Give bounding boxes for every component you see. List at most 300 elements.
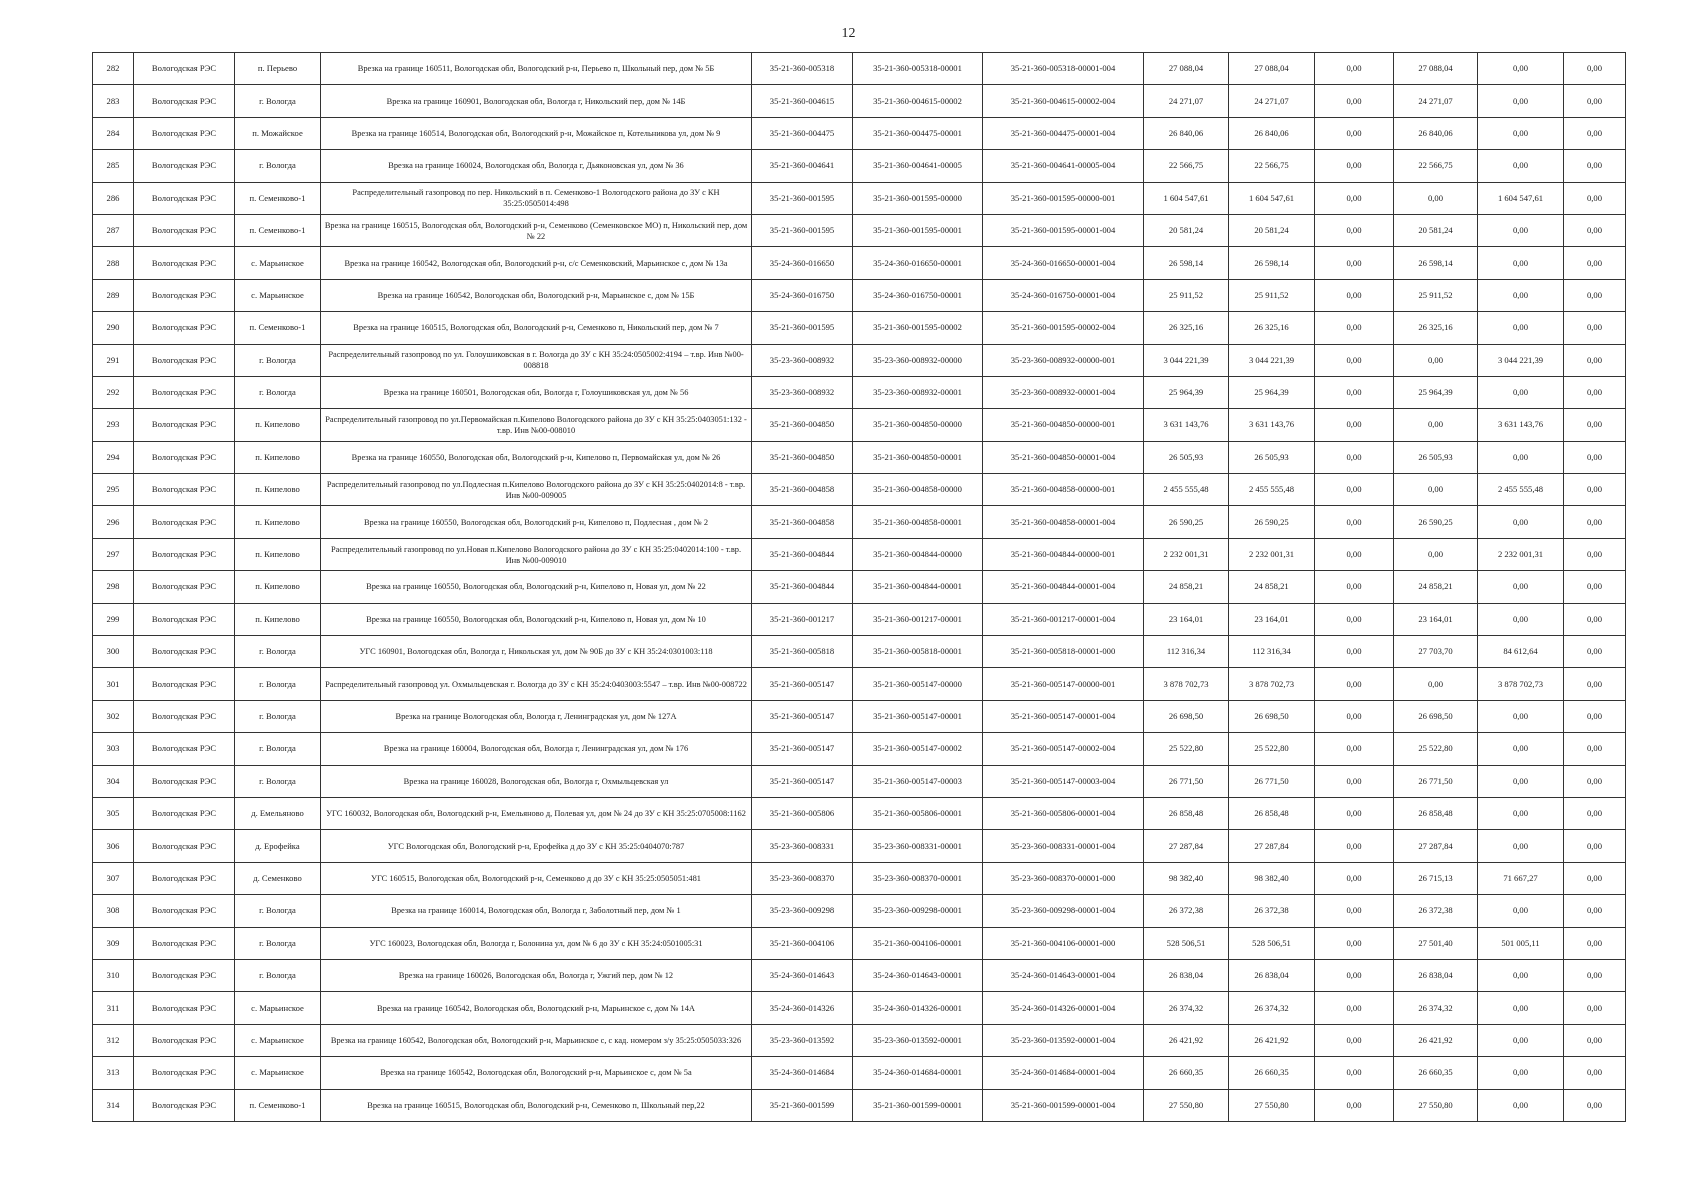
branch-cell: Вологодская РЭС [134,733,235,765]
sub-object-code-cell: 35-21-360-001599-00001 [853,1089,983,1121]
address-cell: Врезка на границе 160550, Вологодская обл, Вологодский р-н, Кипелово п, Подлесная , дом № 2 [321,506,752,538]
locality-cell: г. Вологда [235,765,321,797]
locality-cell: г. Вологда [235,733,321,765]
value-cell-d: 0,00 [1564,53,1626,85]
cost-cell: 25 911,52 [1229,279,1315,311]
value-cell-b: 25 911,52 [1394,279,1478,311]
row-number: 298 [93,571,134,603]
address-cell: Распределительный газопровод по ул. Голоушиковская в г. Вологда до ЗУ с КН 35:24:0505002:4194 – т.вр. Инв №00-008818 [321,344,752,376]
branch-cell: Вологодская РЭС [134,959,235,991]
branch-cell: Вологодская РЭС [134,862,235,894]
value-cell-b: 26 715,13 [1394,862,1478,894]
value-cell-d: 0,00 [1564,214,1626,246]
value-cell-c: 0,00 [1478,441,1564,473]
value-cell-a: 0,00 [1315,733,1394,765]
value-cell-d: 0,00 [1564,1024,1626,1056]
address-cell: Врезка на границе 160514, Вологодская обл, Вологодский р-н, Можайское п, Котельникова ул, дом № 9 [321,117,752,149]
value-cell-d: 0,00 [1564,538,1626,570]
table-row [93,1089,1626,1121]
item-code-cell: 35-21-360-004858-00001-004 [983,506,1144,538]
cost-cell: 24 271,07 [1229,85,1315,117]
address-cell: Распределительный газопровод по ул.Новая п.Кипелово Вологодского района до ЗУ с КН 35:25:0402014:100 - т.вр. Инв №00-009010 [321,538,752,570]
table-row [93,117,1626,149]
table-row [93,862,1626,894]
total-cost-cell: 26 771,50 [1144,765,1229,797]
value-cell-d: 0,00 [1564,474,1626,506]
locality-cell: п. Кипелово [235,409,321,441]
total-cost-cell: 3 631 143,76 [1144,409,1229,441]
value-cell-a: 0,00 [1315,927,1394,959]
item-code-cell: 35-21-360-004850-00000-001 [983,409,1144,441]
total-cost-cell: 112 316,34 [1144,636,1229,668]
total-cost-cell: 26 698,50 [1144,700,1229,732]
total-cost-cell: 26 840,06 [1144,117,1229,149]
locality-cell: г. Вологда [235,376,321,408]
address-cell: Врезка на границе 160542, Вологодская обл, Вологодский р-н, Марьинское с, дом № 5а [321,1057,752,1089]
value-cell-c: 0,00 [1478,895,1564,927]
cost-cell: 25 522,80 [1229,733,1315,765]
value-cell-a: 0,00 [1315,1057,1394,1089]
value-cell-a: 0,00 [1315,700,1394,732]
value-cell-c: 0,00 [1478,150,1564,182]
cost-cell: 22 566,75 [1229,150,1315,182]
object-code-cell: 35-21-360-001595 [752,312,853,344]
value-cell-a: 0,00 [1315,312,1394,344]
row-number: 308 [93,895,134,927]
row-number: 288 [93,247,134,279]
cost-cell: 26 325,16 [1229,312,1315,344]
branch-cell: Вологодская РЭС [134,895,235,927]
value-cell-d: 0,00 [1564,312,1626,344]
row-number: 299 [93,603,134,635]
cost-cell: 23 164,01 [1229,603,1315,635]
object-code-cell: 35-21-360-005806 [752,797,853,829]
total-cost-cell: 26 598,14 [1144,247,1229,279]
value-cell-d: 0,00 [1564,1057,1626,1089]
value-cell-c: 0,00 [1478,797,1564,829]
row-number: 284 [93,117,134,149]
item-code-cell: 35-23-360-008932-00000-001 [983,344,1144,376]
branch-cell: Вологодская РЭС [134,700,235,732]
row-number: 290 [93,312,134,344]
value-cell-d: 0,00 [1564,344,1626,376]
value-cell-a: 0,00 [1315,1024,1394,1056]
table-row [93,214,1626,246]
total-cost-cell: 20 581,24 [1144,214,1229,246]
value-cell-a: 0,00 [1315,895,1394,927]
value-cell-c: 0,00 [1478,214,1564,246]
object-code-cell: 35-23-360-013592 [752,1024,853,1056]
object-code-cell: 35-21-360-001217 [752,603,853,635]
total-cost-cell: 26 590,25 [1144,506,1229,538]
row-number: 301 [93,668,134,700]
item-code-cell: 35-21-360-005318-00001-004 [983,53,1144,85]
value-cell-b: 20 581,24 [1394,214,1478,246]
table-row [93,797,1626,829]
cost-cell: 112 316,34 [1229,636,1315,668]
total-cost-cell: 2 455 555,48 [1144,474,1229,506]
locality-cell: п. Кипелово [235,474,321,506]
sub-object-code-cell: 35-21-360-004850-00000 [853,409,983,441]
branch-cell: Вологодская РЭС [134,603,235,635]
cost-cell: 26 372,38 [1229,895,1315,927]
value-cell-a: 0,00 [1315,344,1394,376]
value-cell-a: 0,00 [1315,797,1394,829]
item-code-cell: 35-21-360-004106-00001-000 [983,927,1144,959]
address-cell: Врезка на границе 160515, Вологодская обл, Вологодский р-н, Семенково п, Школьный пер,22 [321,1089,752,1121]
sub-object-code-cell: 35-21-360-001595-00002 [853,312,983,344]
item-code-cell: 35-23-360-009298-00001-004 [983,895,1144,927]
value-cell-c: 0,00 [1478,959,1564,991]
total-cost-cell: 27 088,04 [1144,53,1229,85]
cost-cell: 3 878 702,73 [1229,668,1315,700]
row-number: 285 [93,150,134,182]
total-cost-cell: 528 506,51 [1144,927,1229,959]
branch-cell: Вологодская РЭС [134,344,235,376]
item-code-cell: 35-24-360-014684-00001-004 [983,1057,1144,1089]
value-cell-c: 0,00 [1478,247,1564,279]
locality-cell: д. Ерофейка [235,830,321,862]
value-cell-d: 0,00 [1564,862,1626,894]
value-cell-d: 0,00 [1564,117,1626,149]
table-row [93,733,1626,765]
value-cell-d: 0,00 [1564,506,1626,538]
object-code-cell: 35-21-360-005818 [752,636,853,668]
value-cell-b: 26 838,04 [1394,959,1478,991]
total-cost-cell: 25 964,39 [1144,376,1229,408]
value-cell-a: 0,00 [1315,603,1394,635]
table-row [93,571,1626,603]
item-code-cell: 35-21-360-005147-00003-004 [983,765,1144,797]
cost-cell: 25 964,39 [1229,376,1315,408]
table-row [93,603,1626,635]
locality-cell: г. Вологда [235,344,321,376]
value-cell-c: 0,00 [1478,376,1564,408]
cost-cell: 27 088,04 [1229,53,1315,85]
branch-cell: Вологодская РЭС [134,150,235,182]
cost-cell: 3 044 221,39 [1229,344,1315,376]
branch-cell: Вологодская РЭС [134,538,235,570]
table-row [93,409,1626,441]
cost-cell: 3 631 143,76 [1229,409,1315,441]
branch-cell: Вологодская РЭС [134,1024,235,1056]
value-cell-b: 27 550,80 [1394,1089,1478,1121]
object-code-cell: 35-23-360-008331 [752,830,853,862]
object-code-cell: 35-21-360-005147 [752,700,853,732]
item-code-cell: 35-21-360-001595-00001-004 [983,214,1144,246]
value-cell-a: 0,00 [1315,959,1394,991]
locality-cell: г. Вологда [235,927,321,959]
object-code-cell: 35-21-360-004844 [752,538,853,570]
address-cell: Распределительный газопровод по пер. Никольский в п. Семенково-1 Вологодского района до ЗУ с КН 35:25:0505014:498 [321,182,752,214]
value-cell-d: 0,00 [1564,959,1626,991]
table-row [93,312,1626,344]
address-cell: Врезка на границе 160901, Вологодская обл, Вологда г, Никольский пер, дом № 14Б [321,85,752,117]
value-cell-a: 0,00 [1315,1089,1394,1121]
value-cell-d: 0,00 [1564,150,1626,182]
item-code-cell: 35-21-360-004850-00001-004 [983,441,1144,473]
value-cell-b: 0,00 [1394,668,1478,700]
branch-cell: Вологодская РЭС [134,571,235,603]
address-cell: Врезка на границе 160550, Вологодская обл, Вологодский р-н, Кипелово п, Новая ул, дом № 22 [321,571,752,603]
total-cost-cell: 26 374,32 [1144,992,1229,1024]
total-cost-cell: 26 325,16 [1144,312,1229,344]
item-code-cell: 35-23-360-008932-00001-004 [983,376,1144,408]
cost-cell: 26 838,04 [1229,959,1315,991]
total-cost-cell: 26 505,93 [1144,441,1229,473]
table-row [93,1057,1626,1089]
sub-object-code-cell: 35-21-360-005147-00000 [853,668,983,700]
row-number: 302 [93,700,134,732]
object-code-cell: 35-23-360-008370 [752,862,853,894]
total-cost-cell: 3 878 702,73 [1144,668,1229,700]
row-number: 310 [93,959,134,991]
cost-cell: 26 771,50 [1229,765,1315,797]
locality-cell: п. Кипелово [235,538,321,570]
value-cell-c: 0,00 [1478,506,1564,538]
value-cell-c: 2 455 555,48 [1478,474,1564,506]
sub-object-code-cell: 35-23-360-013592-00001 [853,1024,983,1056]
sub-object-code-cell: 35-21-360-004106-00001 [853,927,983,959]
item-code-cell: 35-21-360-004475-00001-004 [983,117,1144,149]
value-cell-b: 26 698,50 [1394,700,1478,732]
object-code-cell: 35-21-360-005147 [752,765,853,797]
cost-cell: 98 382,40 [1229,862,1315,894]
value-cell-d: 0,00 [1564,603,1626,635]
item-code-cell: 35-21-360-004641-00005-004 [983,150,1144,182]
total-cost-cell: 24 858,21 [1144,571,1229,603]
table-row [93,927,1626,959]
address-cell: Врезка на границе 160542, Вологодская обл, Вологодский р-н, Марьинское с, с кад. номером з/у 35:25:0505033:326 [321,1024,752,1056]
address-cell: Врезка на границе Вологодская обл, Вологда г, Ленинградская ул, дом № 127А [321,700,752,732]
item-code-cell: 35-21-360-004844-00000-001 [983,538,1144,570]
value-cell-b: 27 501,40 [1394,927,1478,959]
table-row [93,182,1626,214]
table-row [93,668,1626,700]
sub-object-code-cell: 35-21-360-005147-00001 [853,700,983,732]
value-cell-c: 2 232 001,31 [1478,538,1564,570]
sub-object-code-cell: 35-23-360-008932-00001 [853,376,983,408]
item-code-cell: 35-21-360-005806-00001-004 [983,797,1144,829]
locality-cell: г. Вологда [235,700,321,732]
value-cell-d: 0,00 [1564,992,1626,1024]
object-code-cell: 35-21-360-005147 [752,668,853,700]
value-cell-a: 0,00 [1315,182,1394,214]
table-row [93,441,1626,473]
locality-cell: д. Семенково [235,862,321,894]
value-cell-a: 0,00 [1315,150,1394,182]
branch-cell: Вологодская РЭС [134,53,235,85]
value-cell-b: 25 964,39 [1394,376,1478,408]
total-cost-cell: 25 911,52 [1144,279,1229,311]
value-cell-c: 0,00 [1478,992,1564,1024]
total-cost-cell: 22 566,75 [1144,150,1229,182]
branch-cell: Вологодская РЭС [134,636,235,668]
value-cell-a: 0,00 [1315,538,1394,570]
value-cell-d: 0,00 [1564,668,1626,700]
table-row [93,279,1626,311]
locality-cell: г. Вологда [235,85,321,117]
locality-cell: п. Кипелово [235,571,321,603]
table-row [93,53,1626,85]
address-cell: Врезка на границе 160542, Вологодская обл, Вологодский р-н, с/с Семенковский, Марьинское с, дом № 13а [321,247,752,279]
address-cell: Врезка на границе 160542, Вологодская обл, Вологодский р-н, Марьинское с, дом № 14А [321,992,752,1024]
locality-cell: с. Марьинское [235,1057,321,1089]
address-cell: Врезка на границе 160542, Вологодская обл, Вологодский р-н, Марьинское с, дом № 15Б [321,279,752,311]
table-row [93,506,1626,538]
item-code-cell: 35-23-360-008331-00001-004 [983,830,1144,862]
table-row [93,344,1626,376]
object-code-cell: 35-21-360-004850 [752,441,853,473]
value-cell-a: 0,00 [1315,668,1394,700]
address-cell: Врезка на границе 160515, Вологодская обл, Вологодский р-н, Семенково п, Никольский пер, дом № 7 [321,312,752,344]
value-cell-b: 26 660,35 [1394,1057,1478,1089]
object-code-cell: 35-23-360-008932 [752,376,853,408]
value-cell-a: 0,00 [1315,53,1394,85]
value-cell-c: 0,00 [1478,1089,1564,1121]
row-number: 296 [93,506,134,538]
address-cell: Врезка на границе 160511, Вологодская обл, Вологодский р-н, Перьево п, Школьный пер, дом № 5Б [321,53,752,85]
locality-cell: с. Марьинское [235,279,321,311]
value-cell-c: 71 667,27 [1478,862,1564,894]
value-cell-d: 0,00 [1564,441,1626,473]
total-cost-cell: 27 287,84 [1144,830,1229,862]
address-cell: УГС 160023, Вологодская обл, Вологда г, Болонина ул, дом № 6 до ЗУ с КН 35:24:0501005:31 [321,927,752,959]
sub-object-code-cell: 35-21-360-004844-00001 [853,571,983,603]
value-cell-b: 26 421,92 [1394,1024,1478,1056]
value-cell-c: 1 604 547,61 [1478,182,1564,214]
row-number: 291 [93,344,134,376]
address-cell: Распределительный газопровод по ул.Первомайская п.Кипелово Вологодского района до ЗУ с КН 35:25:0403051:132 - т.вр. Инв №00-008010 [321,409,752,441]
total-cost-cell: 98 382,40 [1144,862,1229,894]
branch-cell: Вологодская РЭС [134,409,235,441]
item-code-cell: 35-21-360-001217-00001-004 [983,603,1144,635]
value-cell-a: 0,00 [1315,279,1394,311]
row-number: 287 [93,214,134,246]
locality-cell: г. Вологда [235,150,321,182]
object-code-cell: 35-21-360-004850 [752,409,853,441]
cost-cell: 27 287,84 [1229,830,1315,862]
value-cell-a: 0,00 [1315,830,1394,862]
object-code-cell: 35-21-360-001595 [752,214,853,246]
sub-object-code-cell: 35-21-360-004615-00002 [853,85,983,117]
object-code-cell: 35-21-360-004615 [752,85,853,117]
sub-object-code-cell: 35-21-360-004844-00000 [853,538,983,570]
value-cell-b: 24 858,21 [1394,571,1478,603]
locality-cell: п. Можайское [235,117,321,149]
value-cell-a: 0,00 [1315,85,1394,117]
sub-object-code-cell: 35-21-360-005147-00002 [853,733,983,765]
item-code-cell: 35-21-360-004858-00000-001 [983,474,1144,506]
locality-cell: г. Вологда [235,668,321,700]
branch-cell: Вологодская РЭС [134,376,235,408]
item-code-cell: 35-21-360-004844-00001-004 [983,571,1144,603]
object-code-cell: 35-24-360-016750 [752,279,853,311]
total-cost-cell: 23 164,01 [1144,603,1229,635]
item-code-cell: 35-21-360-005147-00002-004 [983,733,1144,765]
row-number: 305 [93,797,134,829]
value-cell-d: 0,00 [1564,733,1626,765]
value-cell-b: 26 858,48 [1394,797,1478,829]
item-code-cell: 35-21-360-005147-00000-001 [983,668,1144,700]
value-cell-d: 0,00 [1564,830,1626,862]
value-cell-c: 0,00 [1478,830,1564,862]
address-cell: УГС 160901, Вологодская обл, Вологда г, Никольская ул, дом № 90Б до ЗУ с КН 35:24:0301003:118 [321,636,752,668]
value-cell-d: 0,00 [1564,85,1626,117]
value-cell-c: 0,00 [1478,1024,1564,1056]
value-cell-c: 0,00 [1478,603,1564,635]
table-row [93,765,1626,797]
value-cell-a: 0,00 [1315,474,1394,506]
cost-cell: 26 698,50 [1229,700,1315,732]
address-cell: Распределительный газопровод по ул.Подлесная п.Кипелово Вологодского района до ЗУ с КН 35:25:0402014:8 - т.вр. Инв №00-009005 [321,474,752,506]
branch-cell: Вологодская РЭС [134,506,235,538]
cost-cell: 1 604 547,61 [1229,182,1315,214]
value-cell-d: 0,00 [1564,636,1626,668]
locality-cell: г. Вологда [235,636,321,668]
cost-cell: 24 858,21 [1229,571,1315,603]
sub-object-code-cell: 35-24-360-016750-00001 [853,279,983,311]
value-cell-b: 26 374,32 [1394,992,1478,1024]
value-cell-a: 0,00 [1315,992,1394,1024]
branch-cell: Вологодская РЭС [134,117,235,149]
row-number: 297 [93,538,134,570]
address-cell: УГС 160032, Вологодская обл, Вологодский р-н, Емельяново д, Полевая ул, дом № 24 до ЗУ с КН 35:25:0705008:1162 [321,797,752,829]
cost-cell: 26 421,92 [1229,1024,1315,1056]
value-cell-a: 0,00 [1315,441,1394,473]
address-cell: УГС Вологодская обл, Вологодский р-н, Ерофейка д до ЗУ с КН 35:25:0404070:787 [321,830,752,862]
sub-object-code-cell: 35-21-360-001595-00000 [853,182,983,214]
row-number: 294 [93,441,134,473]
object-code-cell: 35-24-360-014643 [752,959,853,991]
locality-cell: г. Вологда [235,895,321,927]
sub-object-code-cell: 35-21-360-004475-00001 [853,117,983,149]
branch-cell: Вологодская РЭС [134,765,235,797]
branch-cell: Вологодская РЭС [134,992,235,1024]
table-row [93,992,1626,1024]
value-cell-b: 0,00 [1394,474,1478,506]
branch-cell: Вологодская РЭС [134,279,235,311]
locality-cell: п. Семенково-1 [235,214,321,246]
sub-object-code-cell: 35-24-360-014643-00001 [853,959,983,991]
sub-object-code-cell: 35-21-360-004858-00001 [853,506,983,538]
value-cell-d: 0,00 [1564,279,1626,311]
value-cell-c: 3 631 143,76 [1478,409,1564,441]
value-cell-c: 0,00 [1478,733,1564,765]
value-cell-a: 0,00 [1315,376,1394,408]
value-cell-b: 23 164,01 [1394,603,1478,635]
sub-object-code-cell: 35-23-360-008932-00000 [853,344,983,376]
table-row [93,959,1626,991]
branch-cell: Вологодская РЭС [134,830,235,862]
value-cell-b: 22 566,75 [1394,150,1478,182]
sub-object-code-cell: 35-21-360-001217-00001 [853,603,983,635]
object-code-cell: 35-21-360-004858 [752,506,853,538]
value-cell-b: 25 522,80 [1394,733,1478,765]
value-cell-c: 0,00 [1478,279,1564,311]
value-cell-c: 0,00 [1478,1057,1564,1089]
value-cell-a: 0,00 [1315,571,1394,603]
item-code-cell: 35-21-360-004615-00002-004 [983,85,1144,117]
value-cell-b: 0,00 [1394,409,1478,441]
cost-cell: 26 840,06 [1229,117,1315,149]
object-code-cell: 35-21-360-001595 [752,182,853,214]
total-cost-cell: 26 421,92 [1144,1024,1229,1056]
value-cell-d: 0,00 [1564,895,1626,927]
value-cell-c: 501 005,11 [1478,927,1564,959]
branch-cell: Вологодская РЭС [134,1089,235,1121]
row-number: 282 [93,53,134,85]
